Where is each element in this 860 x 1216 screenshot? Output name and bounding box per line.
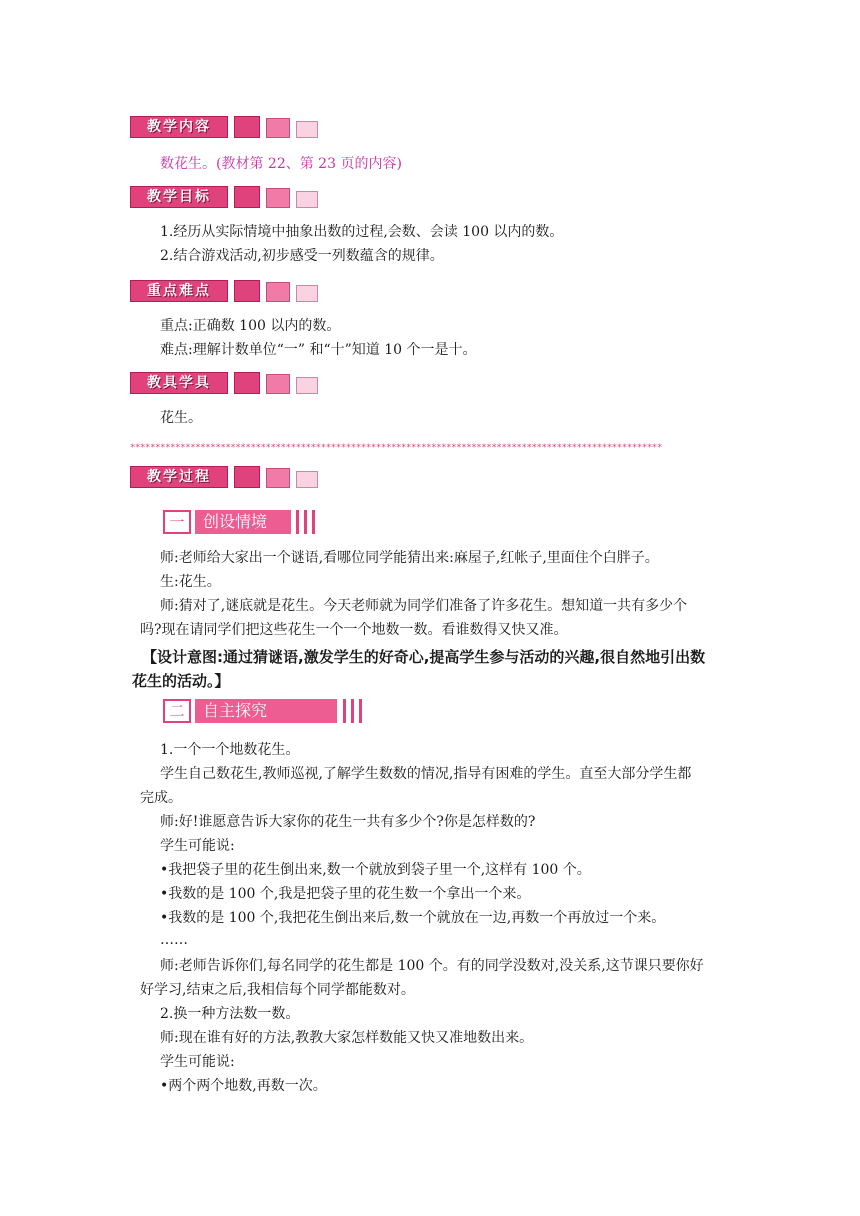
subsection-title: 自主探究 xyxy=(195,699,337,723)
decor-square xyxy=(296,285,318,302)
decor-square xyxy=(234,186,260,208)
body-line: 学生可能说: xyxy=(160,1054,235,1070)
goal-line: 1.经历从实际情境中抽象出数的过程,会数、会读 100 以内的数。 xyxy=(160,224,564,240)
decor-square xyxy=(296,121,318,138)
decor-bar xyxy=(304,510,307,534)
section-label: 教具学具 xyxy=(130,372,228,394)
decor-square xyxy=(296,191,318,208)
subsection-title: 创设情境 xyxy=(195,510,291,534)
decor-bar xyxy=(343,699,346,723)
decor-square xyxy=(234,280,260,302)
goal-line: 2.结合游戏活动,初步感受一列数蕴含的规律。 xyxy=(160,248,444,264)
keypoint-line: 难点:理解计数单位“一” 和“十”知道 10 个一是十。 xyxy=(160,342,477,358)
decor-square xyxy=(234,466,260,488)
decor-square xyxy=(266,468,290,488)
body-line: •我数的是 100 个,我是把袋子里的花生数一个拿出一个来。 xyxy=(160,886,531,902)
section-label: 重点难点 xyxy=(130,280,228,302)
decor-square xyxy=(266,282,290,302)
content-text: 数花生。(教材第 22、第 23 页的内容) xyxy=(160,156,402,172)
body-line: •两个两个地数,再数一次。 xyxy=(160,1078,327,1094)
body-line: •我数的是 100 个,我把花生倒出来后,数一个就放在一边,再数一个再放过一个来。 xyxy=(160,910,666,926)
decor-square xyxy=(266,118,290,138)
dialog-line: 师:猜对了,谜底就是花生。今天老师就为同学们准备了许多花生。想知道一共有多少个 xyxy=(160,598,688,614)
body-line: 完成。 xyxy=(140,790,182,806)
section-label: 教学内容 xyxy=(130,116,228,138)
design-intent: 【设计意图:通过猜谜语,激发学生的好奇心,提高学生参与活动的兴趣,很自然地引出数 xyxy=(142,648,706,666)
subsection-number: 一 xyxy=(163,510,191,534)
section-label: 教学目标 xyxy=(130,186,228,208)
decor-bar xyxy=(296,510,299,534)
body-line: 师:老师告诉你们,每名同学的花生都是 100 个。有的同学没数对,没关系,这节课只要你好 xyxy=(160,958,704,974)
decor-square xyxy=(296,471,318,488)
keypoint-line: 重点:正确数 100 以内的数。 xyxy=(160,318,341,334)
dialog-line: 吗?现在请同学们把这些花生一个一个地数一数。看谁数得又快又准。 xyxy=(140,622,568,638)
section-label: 教学过程 xyxy=(130,466,228,488)
body-line: 好学习,结束之后,我相信每个同学都能数对。 xyxy=(140,982,415,998)
body-line: •我把袋子里的花生倒出来,数一个就放到袋子里一个,这样有 100 个。 xyxy=(160,862,591,878)
body-line: 师:现在谁有好的方法,教教大家怎样数能又快又准地数出来。 xyxy=(160,1030,534,1046)
star-divider: ********************************************************************************************************** xyxy=(130,443,662,453)
subsection-header-part1 xyxy=(163,510,315,534)
decor-bar xyxy=(359,699,362,723)
dialog-line: 生:花生。 xyxy=(160,574,221,590)
decor-square xyxy=(266,188,290,208)
subsection-number: 二 xyxy=(163,699,191,723)
decor-square xyxy=(234,372,260,394)
decor-bar xyxy=(351,699,354,723)
tools-text: 花生。 xyxy=(160,410,202,426)
body-line: 1.一个一个地数花生。 xyxy=(160,742,300,758)
design-intent: 花生的活动。】 xyxy=(132,672,230,690)
decor-square xyxy=(266,374,290,394)
dialog-line: 师:老师给大家出一个谜语,看哪位同学能猜出来:麻屋子,红帐子,里面住个白胖子。 xyxy=(160,550,659,566)
subsection-header-part2 xyxy=(163,699,363,723)
decor-bar xyxy=(312,510,315,534)
body-line: 师:好!谁愿意告诉大家你的花生一共有多少个?你是怎样数的? xyxy=(160,814,536,830)
body-line: 2.换一种方法数一数。 xyxy=(160,1006,300,1022)
body-line: 学生自己数花生,教师巡视,了解学生数数的情况,指导有困难的学生。直至大部分学生都 xyxy=(160,766,692,782)
body-line: …… xyxy=(160,932,188,948)
decor-square xyxy=(296,377,318,394)
body-line: 学生可能说: xyxy=(160,838,235,854)
decor-square xyxy=(234,116,260,138)
